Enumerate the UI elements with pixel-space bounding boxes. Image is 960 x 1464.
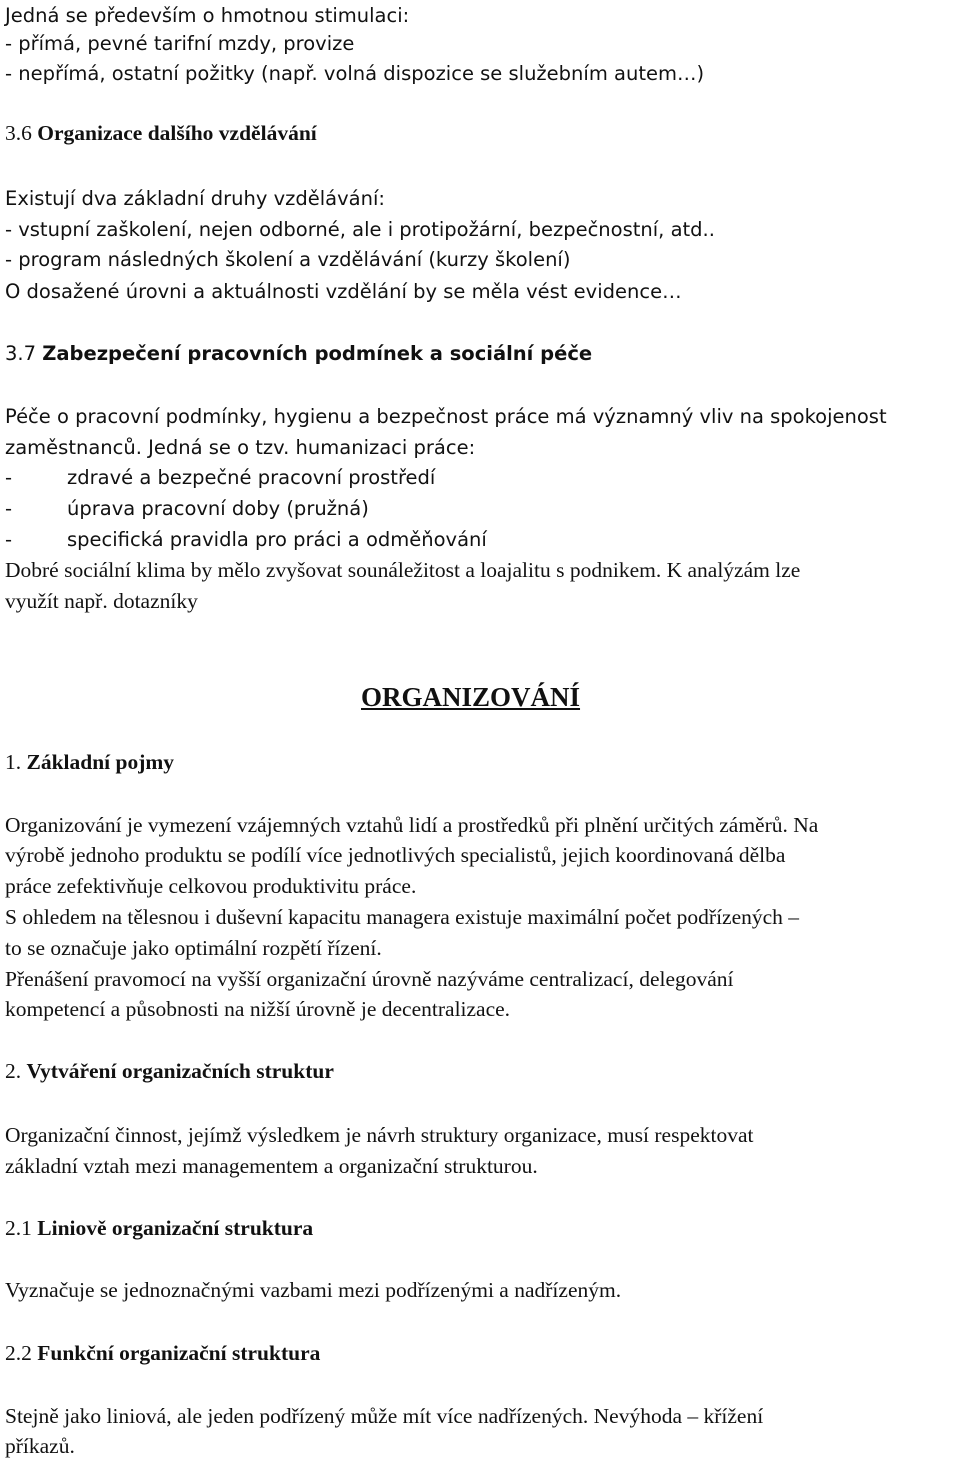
paragraph-line: Přenášení pravomocí na vyšší organizační úrovně nazýváme centralizací, delegování [5, 967, 734, 991]
list-item: - specifická pravidla pro práci a odměňování [5, 524, 487, 555]
paragraph-line: Organizování je vymezení vzájemných vztahů lidí a prostředků při plnění určitých záměrů. Na [5, 813, 819, 837]
paragraph-line: to se označuje jako optimální rozpětí řízení. [5, 936, 382, 960]
section-heading-3-7 [5, 338, 592, 369]
paragraph-line: základní vztah mezi managementem a organizační strukturou. [5, 1154, 538, 1178]
paragraph-line: příkazů. [5, 1434, 75, 1458]
section-number: 1. [5, 750, 22, 774]
list-dash: - [5, 497, 13, 520]
paragraph-line: zaměstnanců. Jedná se o tzv. humanizaci práce: [5, 436, 476, 459]
list-dash: - [5, 528, 13, 551]
section-number: 3.7 [5, 342, 37, 365]
section-number: 2. [5, 1059, 22, 1083]
paragraph-line: využít např. dotazníky [5, 589, 198, 613]
section-heading-2 [5, 1056, 334, 1087]
section-number: 3.6 [5, 121, 32, 145]
section-heading-3-6 [5, 118, 317, 149]
section-title: Vytváření organizačních struktur [26, 1059, 334, 1083]
paragraph-line: Péče o pracovní podmínky, hygienu a bezpečnost práce má významný vliv na spokojenost [5, 405, 887, 428]
section-title: Funkční organizační struktura [37, 1341, 321, 1365]
list-item: - úprava pracovní doby (pružná) [5, 493, 369, 524]
list-item: - zdravé a bezpečné pracovní prostředí [5, 462, 435, 493]
paragraph-line: kompetencí a působnosti na nižší úrovně je decentralizace. [5, 997, 511, 1021]
paragraph-line: výrobě jednoho produktu se podílí více jednotlivých specialistů, jejich koordinovaná dělba [5, 843, 786, 867]
section-number: 2.2 [5, 1341, 32, 1365]
intro-bullet: - nepřímá, ostatní požitky (např. volná dispozice se služebním autem…) [5, 62, 705, 85]
intro-line: Jedná se především o hmotnou stimulaci: [5, 4, 410, 27]
section-title: Základní pojmy [26, 750, 175, 774]
section-heading-2-1 [5, 1213, 313, 1244]
section-title: Organizace dalšího vzdělávání [37, 121, 317, 145]
paragraph-line: - program následných školení a vzdělávání (kurzy školení) [5, 248, 571, 271]
section-heading-2-2 [5, 1338, 320, 1369]
section-number: 2.1 [5, 1216, 32, 1240]
paragraph-line: - vstupní zaškolení, nejen odborné, ale i protipožární, bezpečnostní, atd.. [5, 218, 715, 241]
section-title: Zabezpečení pracovních podmínek a sociální péče [42, 342, 593, 365]
paragraph-line: Stejně jako liniová, ale jeden podřízený může mít více nadřízených. Nevýhoda – křížení [5, 1404, 764, 1428]
chapter-title: ORGANIZOVÁNÍ [361, 682, 581, 712]
list-dash: - [5, 466, 13, 489]
paragraph-line: práce zefektivňuje celkovou produktivitu práce. [5, 874, 417, 898]
paragraph-line: S ohledem na tělesnou i duševní kapacitu managera existuje maximální počet podřízených – [5, 905, 800, 929]
paragraph-line: Existují dva základní druhy vzdělávání: [5, 187, 385, 210]
section-title: Liniově organizační struktura [37, 1216, 314, 1240]
paragraph-line: Vyznačuje se jednoznačnými vazbami mezi podřízenými a nadřízeným. [5, 1278, 622, 1302]
section-heading-1 [5, 747, 174, 778]
paragraph-line: Organizační činnost, jejímž výsledkem je návrh struktury organizace, musí respektovat [5, 1123, 754, 1147]
paragraph-line: Dobré sociální klima by mělo zvyšovat sounáležitost a loajalitu s podnikem. K analýzám lze [5, 558, 801, 582]
paragraph-line: O dosažené úrovni a aktuálnosti vzdělání by se měla vést evidence… [5, 280, 682, 303]
intro-bullet: - přímá, pevné tarifní mzdy, provize [5, 32, 355, 55]
